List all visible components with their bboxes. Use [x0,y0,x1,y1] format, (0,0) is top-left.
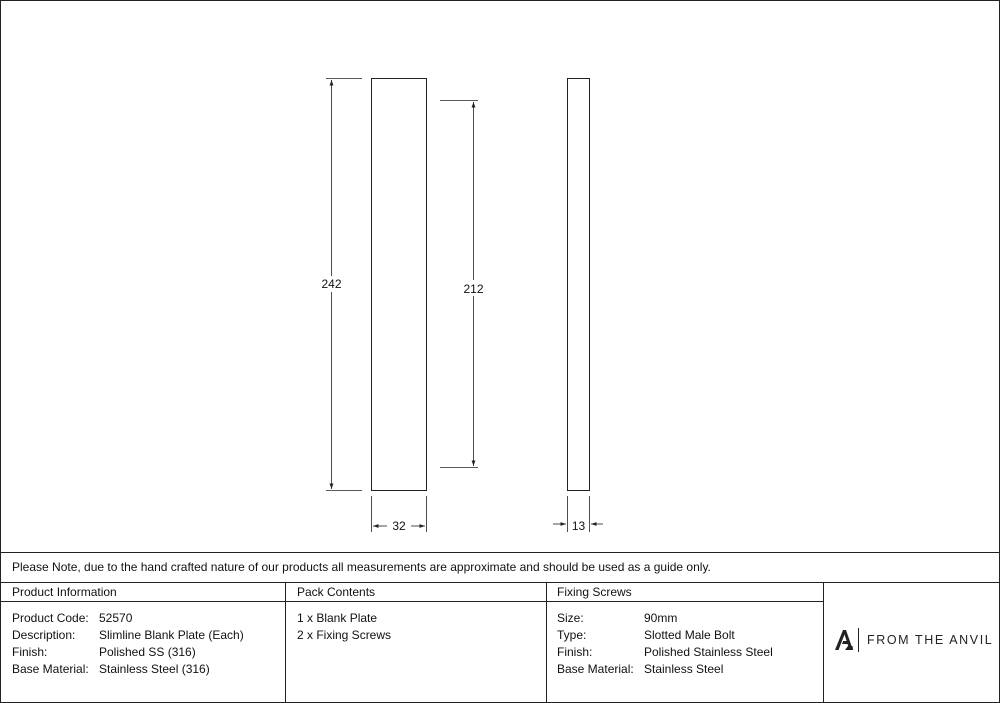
screw-material-value: Stainless Steel [644,662,724,676]
screw-finish-row [557,645,773,659]
logo-separator [858,628,859,652]
screw-type-row [557,628,735,642]
description-label: Description: [12,628,76,642]
width-dimension [372,496,427,533]
finish-row [12,645,196,659]
pack-item: 2 x Fixing Screws [297,628,392,642]
thickness-dimension [553,496,603,533]
base-material-row [12,662,210,676]
product-code-value: 52570 [99,611,133,625]
finish-label: Finish: [12,645,48,659]
note-top-divider [0,552,1000,553]
thickness-dimension-label: 13 [571,519,586,533]
screw-material-row [557,662,723,676]
product-info-title: Product Information [12,585,117,599]
front-view-plate [372,79,427,491]
column-divider-1 [285,582,286,702]
brand-logo [834,628,993,652]
hole-spacing-dimension [440,101,484,468]
screw-type-value: Slotted Male Bolt [644,628,735,642]
header-row-divider [0,601,823,602]
side-view-plate [568,79,590,491]
screw-finish-label: Finish: [557,645,593,659]
anvil-a-logo-icon [834,628,854,652]
screw-type-label: Type: [557,628,587,642]
pack-contents-title: Pack Contents [297,585,376,599]
hole-spacing-label: 212 [463,282,484,296]
screw-finish-value: Polished Stainless Steel [644,645,773,659]
height-dimension [321,79,362,491]
pack-item: 1 x Blank Plate [297,611,378,625]
column-divider-2 [546,582,547,702]
product-code-label: Product Code: [12,611,89,625]
product-code-row [12,611,132,625]
note-bottom-divider [0,582,1000,583]
screw-size-value: 90mm [644,611,678,625]
description-row [12,628,244,642]
finish-value: Polished SS (316) [99,645,196,659]
base-material-label: Base Material: [12,662,89,676]
measurement-note: Please Note, due to the hand crafted nature of our products all measurements are approximate and should be used as a guide only. [12,560,711,574]
screw-size-label: Size: [557,611,584,625]
column-divider-3 [823,582,824,702]
base-material-value: Stainless Steel (316) [99,662,210,676]
screw-material-label: Base Material: [557,662,634,676]
height-dimension-label: 242 [321,277,342,291]
fixing-screws-title: Fixing Screws [557,585,632,599]
description-value: Slimline Blank Plate (Each) [99,628,244,642]
screw-size-row [557,611,677,625]
brand-name: FROM THE ANVIL [867,633,994,647]
width-dimension-label: 32 [392,519,406,533]
